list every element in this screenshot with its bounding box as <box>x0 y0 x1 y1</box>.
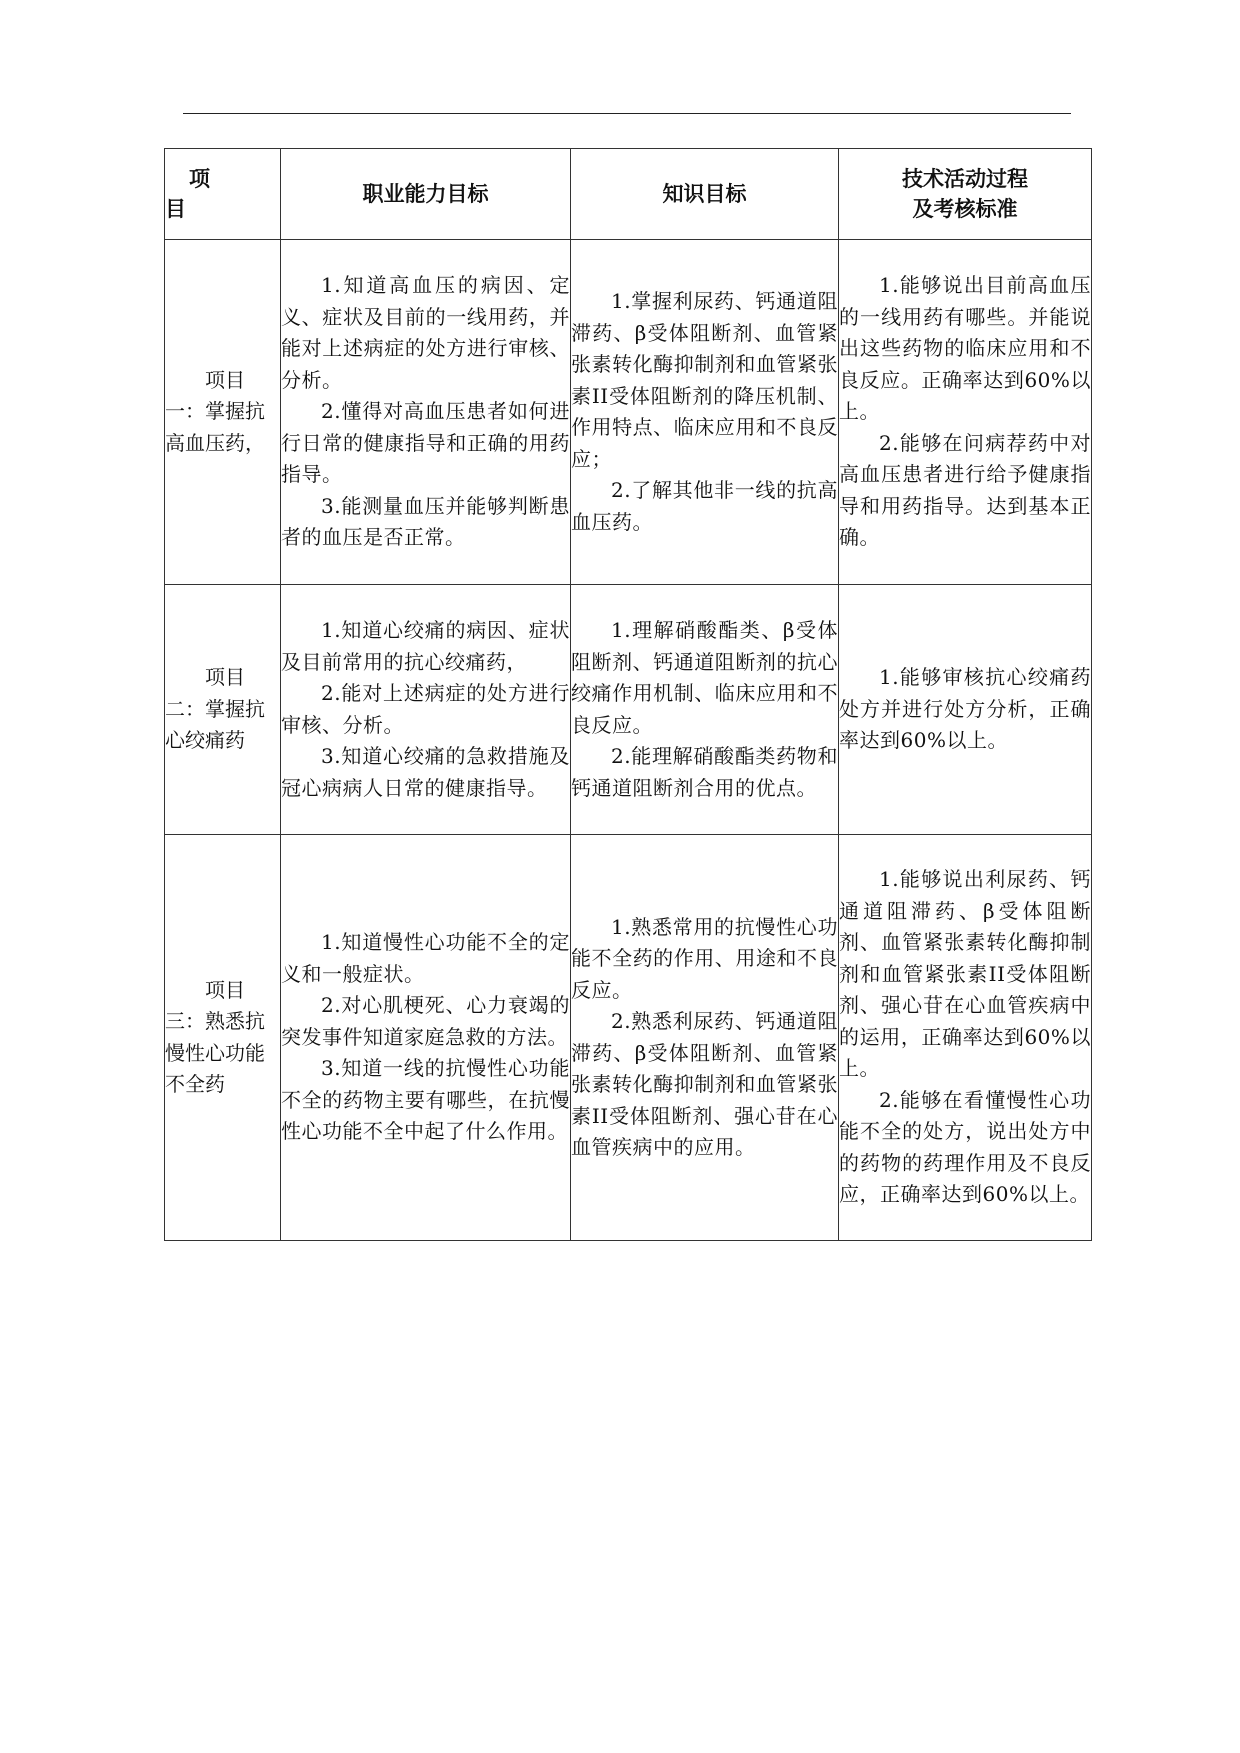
ability-item: 1.知道高血压的病因、定义、症状及目前的一线用药，并能对上述病症的处方进行审核、分析。 <box>281 273 570 392</box>
ability-item: 3.知道一线的抗慢性心功能不全的药物主要有哪些，在抗慢性心功能不全中起了什么作用。 <box>281 1056 570 1144</box>
ability-item: 1.知道心绞痛的病因、症状及目前常用的抗心绞痛药， <box>281 618 570 674</box>
header-assessment-line2: 及考核标准 <box>912 197 1018 221</box>
assessment-cell <box>839 240 1092 585</box>
knowledge-item: 1.掌握利尿药、钙通道阻滞药、β受体阻断剂、血管紧张素转化酶抑制剂和血管紧张素II受体阻断剂的降压机制、作用特点、临床应用和不良反应； <box>571 289 838 471</box>
assessment-item: 1.能够说出利尿药、钙通道阻滞药、β受体阻断剂、血管紧张素转化酶抑制剂和血管紧张素II受体阻断剂、强心苷在心血管疾病中的运用，正确率达到60%以上。 <box>839 867 1091 1081</box>
assessment-item: 2.能够在问病荐药中对高血压患者进行给予健康指导和用药指导。达到基本正确。 <box>839 430 1091 550</box>
assessment-item: 1.能够审核抗心绞痛药处方并进行处方分析，正确率达到60%以上。 <box>839 665 1091 753</box>
assessment-item: 2.能够在看懂慢性心功能不全的处方，说出处方中的药物的药理作用及不良反应，正确率达到60%以上。 <box>839 1087 1091 1207</box>
header-project-line1: 项 <box>189 167 210 191</box>
ability-cell <box>281 240 571 585</box>
ability-cell <box>281 835 571 1241</box>
knowledge-item: 2.熟悉利尿药、钙通道阻滞药、β受体阻断剂、血管紧张素转化酶抑制剂和血管紧张素II受体阻断剂、强心苷在心血管疾病中的应用。 <box>571 1009 838 1159</box>
header-assessment-line1: 技术活动过程 <box>902 167 1028 191</box>
project-name: 项目三：熟悉抗慢性心功能不全药 <box>165 977 265 1096</box>
header-project <box>165 149 281 240</box>
ability-item: 2.懂得对高血压患者如何进行日常的健康指导和正确的用药指导。 <box>281 399 570 487</box>
project-name: 项目二：掌握抗心绞痛药 <box>165 665 265 753</box>
header-rule <box>183 113 1071 114</box>
ability-item: 2.对心肌梗死、心力衰竭的突发事件知道家庭急救的方法。 <box>281 993 570 1049</box>
project-cell <box>165 585 281 835</box>
project-cell <box>165 240 281 585</box>
knowledge-cell <box>571 240 839 585</box>
project-cell <box>165 835 281 1241</box>
knowledge-cell <box>571 585 839 835</box>
ability-item: 3.能测量血压并能够判断患者的血压是否正常。 <box>281 493 570 550</box>
header-project-line2: 目 <box>165 197 186 221</box>
ability-item: 1.知道慢性心功能不全的定义和一般症状。 <box>281 930 570 986</box>
table-header-row <box>165 149 1092 240</box>
course-objectives-table <box>164 148 1092 1241</box>
header-knowledge: 知识目标 <box>571 149 839 240</box>
ability-item: 2.能对上述病症的处方进行审核、分析。 <box>281 681 570 737</box>
table-row <box>165 585 1092 835</box>
knowledge-cell <box>571 835 839 1241</box>
table-row <box>165 240 1092 585</box>
ability-cell <box>281 585 571 835</box>
assessment-cell <box>839 835 1092 1241</box>
table-row <box>165 835 1092 1241</box>
knowledge-item: 2.能理解硝酸酯类药物和钙通道阻断剂合用的优点。 <box>571 744 838 800</box>
ability-item: 3.知道心绞痛的急救措施及冠心病病人日常的健康指导。 <box>281 744 570 800</box>
knowledge-item: 1.理解硝酸酯类、β受体阻断剂、钙通道阻断剂的抗心绞痛作用机制、临床应用和不良反应。 <box>571 618 838 737</box>
assessment-item: 1.能够说出目前高血压的一线用药有哪些。并能说出这些药物的临床应用和不良反应。正确率达到60%以上。 <box>839 273 1091 424</box>
knowledge-item: 2.了解其他非一线的抗高血压药。 <box>571 478 838 534</box>
assessment-cell <box>839 585 1092 835</box>
header-ability: 职业能力目标 <box>281 149 571 240</box>
header-assessment <box>839 149 1092 240</box>
project-name: 项目一：掌握抗高血压药， <box>165 367 265 455</box>
knowledge-item: 1.熟悉常用的抗慢性心功能不全药的作用、用途和不良反应。 <box>571 914 838 1002</box>
